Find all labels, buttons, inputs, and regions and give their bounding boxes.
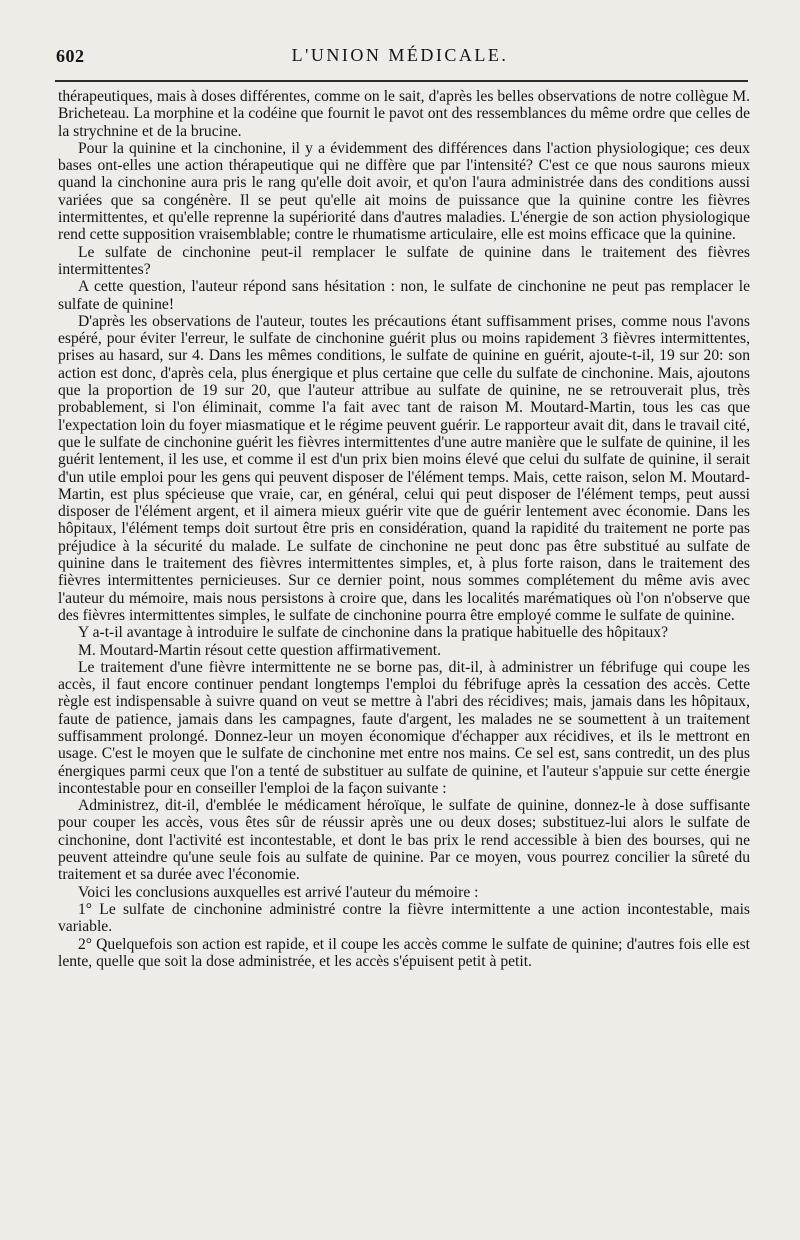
body-text bbox=[58, 88, 750, 1208]
paragraph: 2° Quelquefois son action est rapide, et il coupe les accès comme le sulfate de quinine; d'autres fois elle est lente, quelle que soit la dose administrée, et les accès s'épuisent petit à petit. bbox=[58, 935, 750, 970]
page-number: 602 bbox=[56, 46, 85, 66]
paragraph: M. Moutard-Martin résout cette question affirmativement. bbox=[78, 641, 442, 659]
paragraph: Y a-t-il avantage à introduire le sulfate de cinchonine dans la pratique habituelle des hôpitaux? bbox=[78, 624, 669, 642]
paragraph: Le sulfate de cinchonine peut-il remplacer le sulfate de quinine dans le traitement des fièvres intermittentes? bbox=[58, 243, 750, 278]
paragraph: D'après les observations de l'auteur, toutes les précautions étant suffisamment prises, comme nous l'avons espéré, pour éviter l'erreur, le sulfate de cinchonine guérit plus ou moins rapidement 3 fièvres intermittentes, prises au hasard, sur 4. Dans les mêmes conditions, le sulfate de quinine en guérit, ajoute-t-il, 19 sur 20: son action est donc, d'après cela, plus énergique et plus certaine que celle du sulfate de cinchonine. Mais, ajoutons que la proportion de 19 sur 20, que l'auteur attribue au sulfate de quinine, ne se retrouverait plus, très probablement, si l'on éliminait, comme l'a fait avec tant de raison M. Moutard-Martin, tous les cas que l'expectation loin du foyer miasmatique et le régime peuvent guérir. Le rapporteur avait dit, dans le travail cité, que le sulfate de cinchonine guérit les fièvres intermittentes d'une autre manière que le sulfate de quinine, il les guérit lentement, il les use, et comme il est d'un prix bien moins élevé que celui du sulfate de quinine, il serait d'un utile emploi pour les gens qui peuvent disposer de l'élément temps. Mais, cette raison, selon M. Moutard-Martin, est plus spécieuse que vraie, car, en général, celui qui peut disposer de l'élément temps, peut aussi disposer de l'élément argent, et il aimera mieux guérir vite que de guérir lentement avec économie. Dans les hôpitaux, l'élément temps doit surtout être pris en considération, quand la rapidité du traitement ne porte pas préjudice à la sécurité du malade. Le sulfate de cinchonine ne peut donc pas être substitué au sulfate de quinine dans le traitement des fièvres intermittentes simples, et, à plus forte raison, dans le traitement des fièvres intermittentes pernicieuses. Sur ce dernier point, nous sommes complétement du même avis avec l'auteur du mémoire, mais nous persistons à croire que, dans les localités marématiques où l'on n'observe que des fièvres intermittentes simples, le sulfate de cinchonine pourra être employé comme le sulfate de quinine. bbox=[58, 312, 750, 624]
paragraph: Pour la quinine et la cinchonine, il y a évidemment des différences dans l'action physiologique; ces deux bases ont-elles une action thérapeutique qui ne diffère que par l'intensité? C'est ce que nous saurons mieux quand la cinchonine aura pris le rang qu'elle doit avoir, et qu'on l'aura administrée dans des conditions aussi variées que sa congénère. Il se peut qu'elle ait moins de puissance que la quinine contre les fièvres intermittentes, et qu'elle reprenne la supériorité dans d'autres maladies. L'énergie de son action physiologique rend cette supposition vraisemblable; contre le rhumatisme articulaire, elle est moins efficace que la quinine. bbox=[58, 139, 750, 244]
running-title: L'UNION MÉDICALE. bbox=[291, 45, 509, 65]
paragraph: Voici les conclusions auxquelles est arrivé l'auteur du mémoire : bbox=[78, 883, 479, 901]
paragraph: Le traitement d'une fièvre intermittente ne se borne pas, dit-il, à administrer un fébrifuge qui coupe les accès, il faut encore continuer pendant longtemps l'emploi du fébrifuge après la cessation des accès. Cette règle est indispensable à suivre quand on veut se mettre à l'abri des récidives; mais, jamais dans les hôpitaux, faute de patience, jamais dans les campagnes, faute d'argent, les malades ne se soumettent à un traitement suffisamment prolongé. Donnez-leur un moyen économique d'échapper aux récidives, et ils le mettront en usage. C'est le moyen que le sulfate de cinchonine met entre nos mains. Ce sel est, sans contredit, un des plus énergiques parmi ceux que l'on a tenté de substituer au sulfate de quinine, et l'auteur s'appuie sur cette énergie incontestable pour en conseiller l'emploi de la façon suivante : bbox=[58, 658, 750, 797]
paragraph: Administrez, dit-il, d'emblée le médicament héroïque, le sulfate de quinine, donnez-le à dose suffisante pour couper les accès, vous êtes sûr de réussir après une ou deux doses; substituez-lui alors le sulfate de cinchonine, dont l'activité est incontestable, et dont le bas prix le rend accessible à bien des bourses, qui ne peuvent atteindre qu'une seule fois au sulfate de quinine. Par ce moyen, vous pourrez concilier la sûreté du traitement et sa durée avec l'économie. bbox=[58, 797, 750, 884]
header-rule bbox=[55, 80, 748, 82]
paragraph: thérapeutiques, mais à doses différentes, comme on le sait, d'après les belles observations de notre collègue M. Bricheteau. La morphine et la codéine que fournit le pavot ont des ressemblances du même ordre que celles de la strychnine et de la brucine. bbox=[58, 88, 750, 140]
page-header bbox=[56, 42, 744, 76]
paragraph: 1° Le sulfate de cinchonine administré contre la fièvre intermittente a une action incontestable, mais variable. bbox=[58, 900, 750, 936]
paragraph: A cette question, l'auteur répond sans hésitation : non, le sulfate de cinchonine ne peut pas remplacer le sulfate de quinine! bbox=[58, 278, 750, 313]
